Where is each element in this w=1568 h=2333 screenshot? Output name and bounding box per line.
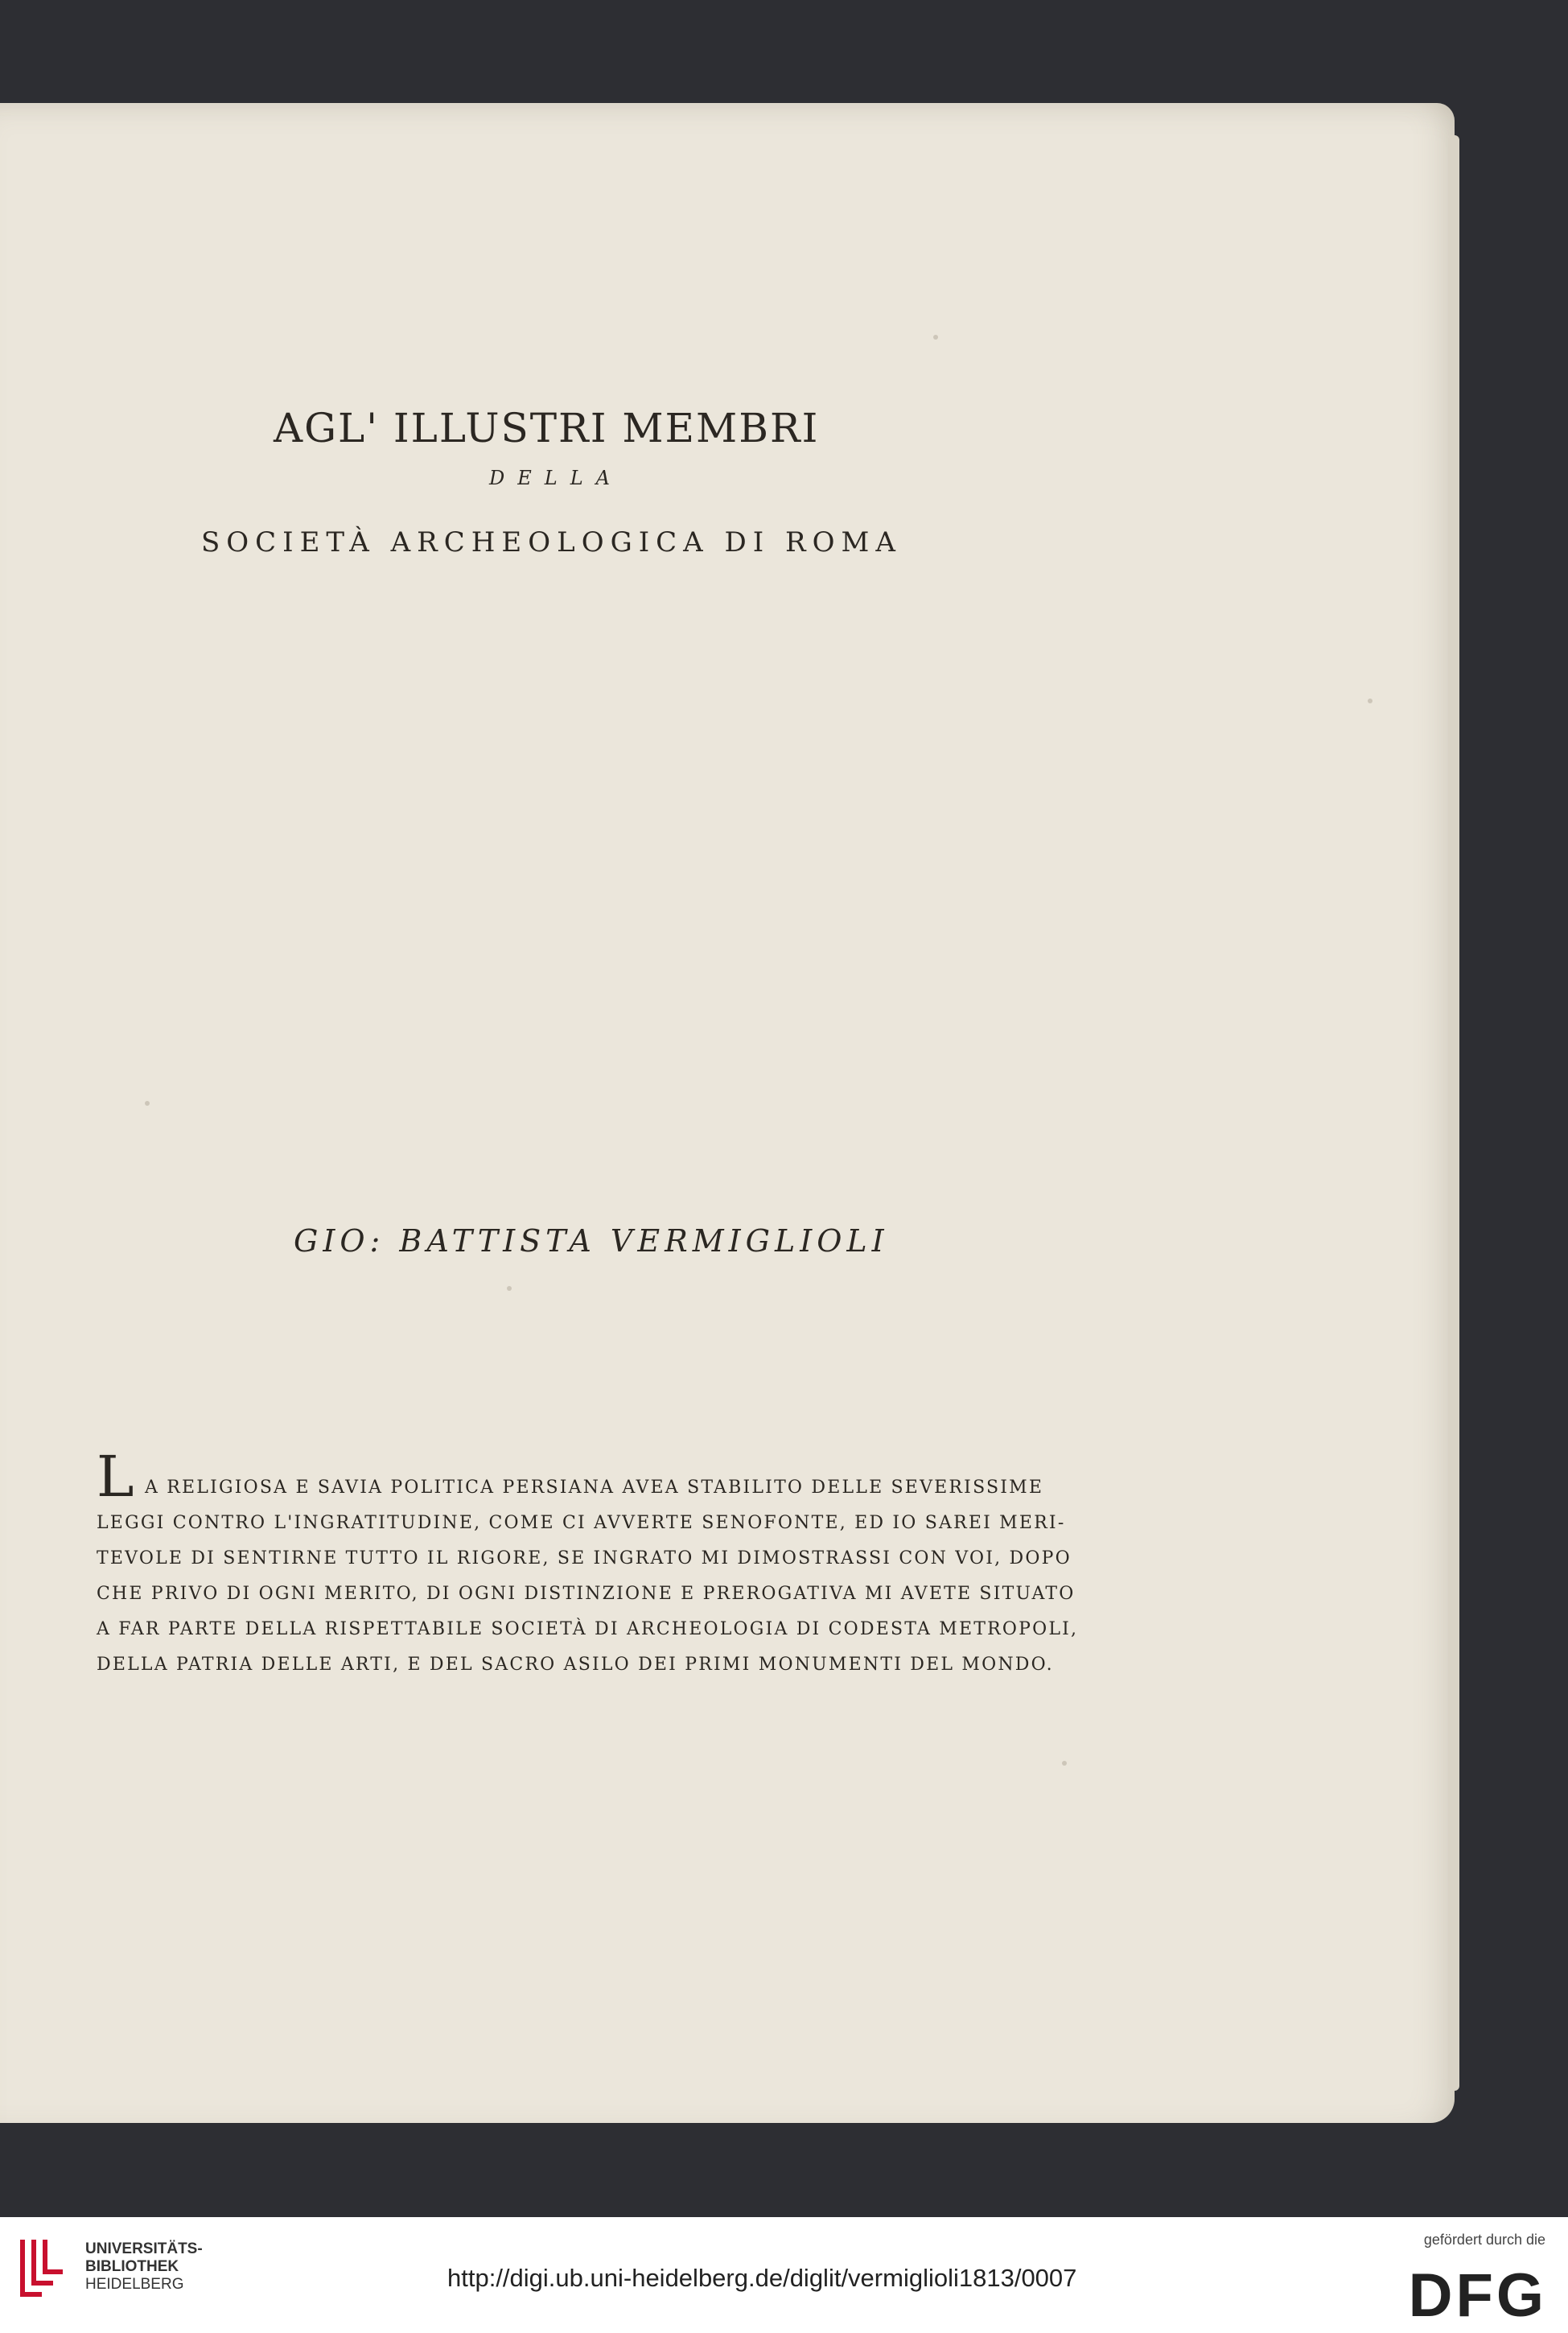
paragraph-line: A FAR PARTE DELLA RISPETTABILE SOCIETÀ DI ARCHEOLOGIA DI CODESTA METROPOLI, bbox=[97, 1619, 1079, 1639]
paragraph-line: CHE PRIVO DI OGNI MERITO, DI OGNI DISTINZIONE E PREROGATIVA MI AVETE SITUATO bbox=[97, 1584, 1076, 1604]
foxing-spot bbox=[1368, 699, 1373, 703]
foxing-spot bbox=[145, 1101, 150, 1106]
dfg-logo[interactable]: DFG bbox=[1408, 2261, 1547, 2330]
foxing-spot bbox=[933, 335, 938, 340]
drop-cap: L bbox=[97, 1444, 134, 1510]
dedication-della: DELLA bbox=[489, 467, 623, 489]
paragraph-line: DELLA PATRIA DELLE ARTI, E DEL SACRO ASILO DEI PRIMI MONUMENTI DEL MONDO. bbox=[97, 1655, 1054, 1675]
library-name-line2: BIBLIOTHEK bbox=[85, 2258, 179, 2275]
library-name-line3: HEIDELBERG bbox=[85, 2276, 184, 2293]
foxing-spot bbox=[1062, 1761, 1067, 1766]
paragraph-line: A RELIGIOSA E SAVIA POLITICA PERSIANA AVEA STABILITO DELLE SEVERISSIME bbox=[145, 1478, 1044, 1498]
dedication-society: SOCIETÀ ARCHEOLOGICA DI ROMA bbox=[201, 526, 902, 559]
dedication-title: AGL' ILLUSTRI MEMBRI bbox=[274, 405, 820, 451]
paragraph-line: TEVOLE DI SENTIRNE TUTTO IL RIGORE, SE INGRATO MI DIMOSTRASSI CON VOI, DOPO bbox=[97, 1548, 1072, 1568]
permalink-url[interactable]: http://digi.ub.uni-heidelberg.de/diglit/vermiglioli1813/0007 bbox=[447, 2264, 1077, 2292]
paragraph-line: LEGGI CONTRO L'INGRATITUDINE, COME CI AVVERTE SENOFONTE, ED IO SAREI MERI- bbox=[97, 1513, 1066, 1533]
foxing-spot bbox=[507, 1286, 512, 1291]
footer-bar bbox=[0, 2217, 1568, 2333]
funded-by-label: gefördert durch die bbox=[1423, 2232, 1545, 2248]
library-name-line1: UNIVERSITÄTS- bbox=[85, 2240, 203, 2257]
university-library-logo-icon[interactable] bbox=[18, 2235, 68, 2299]
author-name: GIO: BATTISTA VERMIGLIOLI bbox=[294, 1223, 889, 1259]
page-edge bbox=[1448, 135, 1459, 2091]
